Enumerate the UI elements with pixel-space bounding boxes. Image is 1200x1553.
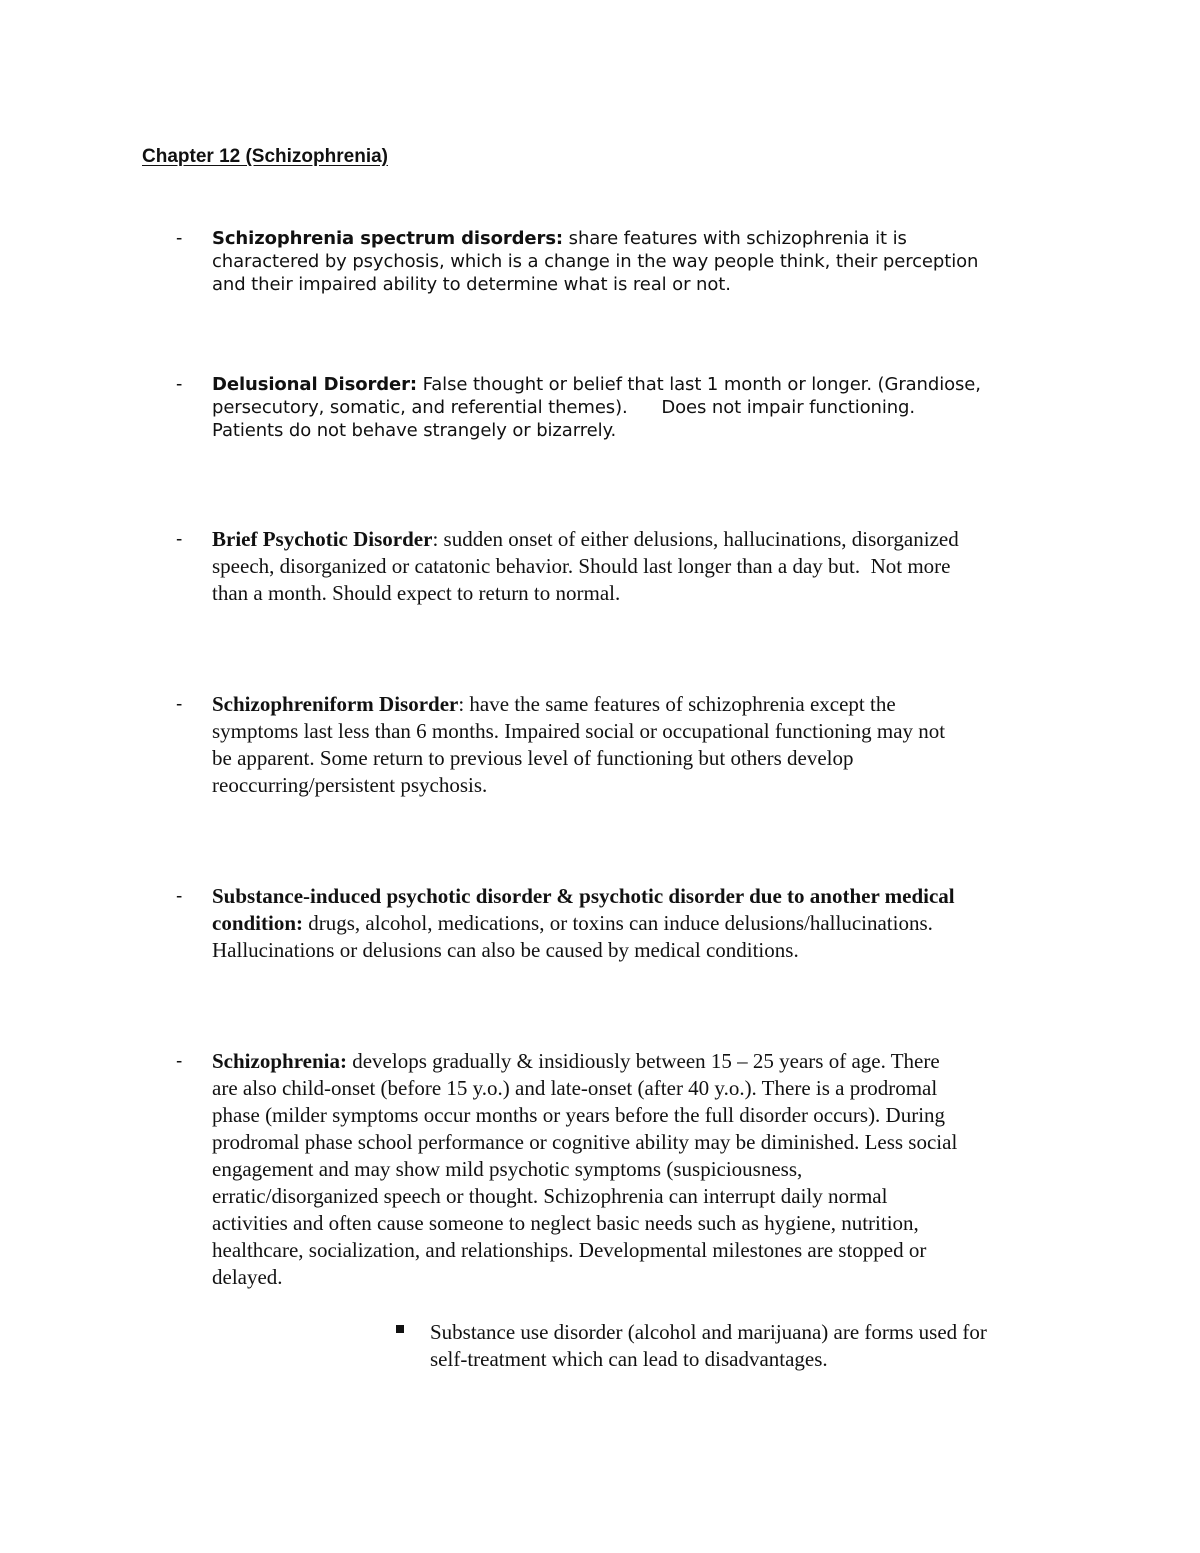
dash-marker: -: [176, 886, 183, 907]
square-bullet-icon: [396, 1325, 404, 1333]
item-term: Schizophrenia spectrum disorders:: [212, 228, 564, 249]
dash-marker: -: [176, 374, 183, 395]
page-title: Chapter 12 (Schizophrenia): [142, 146, 388, 167]
item-term: Schizophrenia:: [212, 1049, 347, 1073]
dash-marker: -: [176, 228, 183, 249]
item-term: Substance-induced psychotic disorder & psychotic disorder due to another medical: [212, 884, 955, 908]
item-text: Schizophrenia: develops gradually & insidiously between 15 – 25 years of age. There are also child-onset (before 15 y.o.) and late-onset (after 40 y.o.). There is a prodromal phase (milder symptoms occur months or years before the full disorder occurs). During prodromal phase school performance or cognitive ability may be diminished. Less social engagement and may show mild psychotic symptoms (suspiciousness, erratic/disorganized speech or thought. Schizophrenia can interrupt daily normal activities and often cause someone to neglect basic needs such as hygiene, nutrition, healthcare, socialization, and relationships. Developmental milestones are stopped or delayed.: [212, 1049, 958, 1289]
sub-bullet-text: Substance use disorder (alcohol and marijuana) are forms used for self-treatment which can lead to disadvantages.: [430, 1320, 987, 1371]
item-text: Delusional Disorder: False thought or belief that last 1 month or longer. (Grandiose, persecutory, somatic, and referential themes). Does not impair functioning. Patients do not behave strangely or bizarrely.: [212, 374, 981, 441]
item-text: Brief Psychotic Disorder: sudden onset of either delusions, hallucinations, disorganized speech, disorganized or catatonic behavior. Should last longer than a day but. Not more than a month. Should expect to return to normal.: [212, 527, 959, 605]
dash-marker: -: [176, 529, 183, 550]
item-text: Schizophreniform Disorder: have the same features of schizophrenia except the symptoms last less than 6 months. Impaired social or occupational functioning may not be apparent. Some return to previous level of functioning but others develop reoccurring/persistent psychosis.: [212, 692, 946, 797]
item-term-continued: condition:: [212, 911, 304, 935]
item-text: Schizophrenia spectrum disorders: share features with schizophrenia it is charactered by psychosis, which is a change in the way people think, their perception and their impaired ability to determine what is real or not.: [212, 228, 979, 295]
dash-marker: -: [176, 694, 183, 715]
item-term: Delusional Disorder:: [212, 374, 418, 395]
item-text: Substance-induced psychotic disorder & psychotic disorder due to another medical condition: drugs, alcohol, medications, or toxins can induce delusions/hallucinations. Hallucinations or delusions can also be caused by medical conditions.: [212, 883, 1072, 964]
item-term: Brief Psychotic Disorder: [212, 527, 433, 551]
item-term: Schizophreniform Disorder: [212, 692, 459, 716]
dash-marker: -: [176, 1051, 183, 1072]
